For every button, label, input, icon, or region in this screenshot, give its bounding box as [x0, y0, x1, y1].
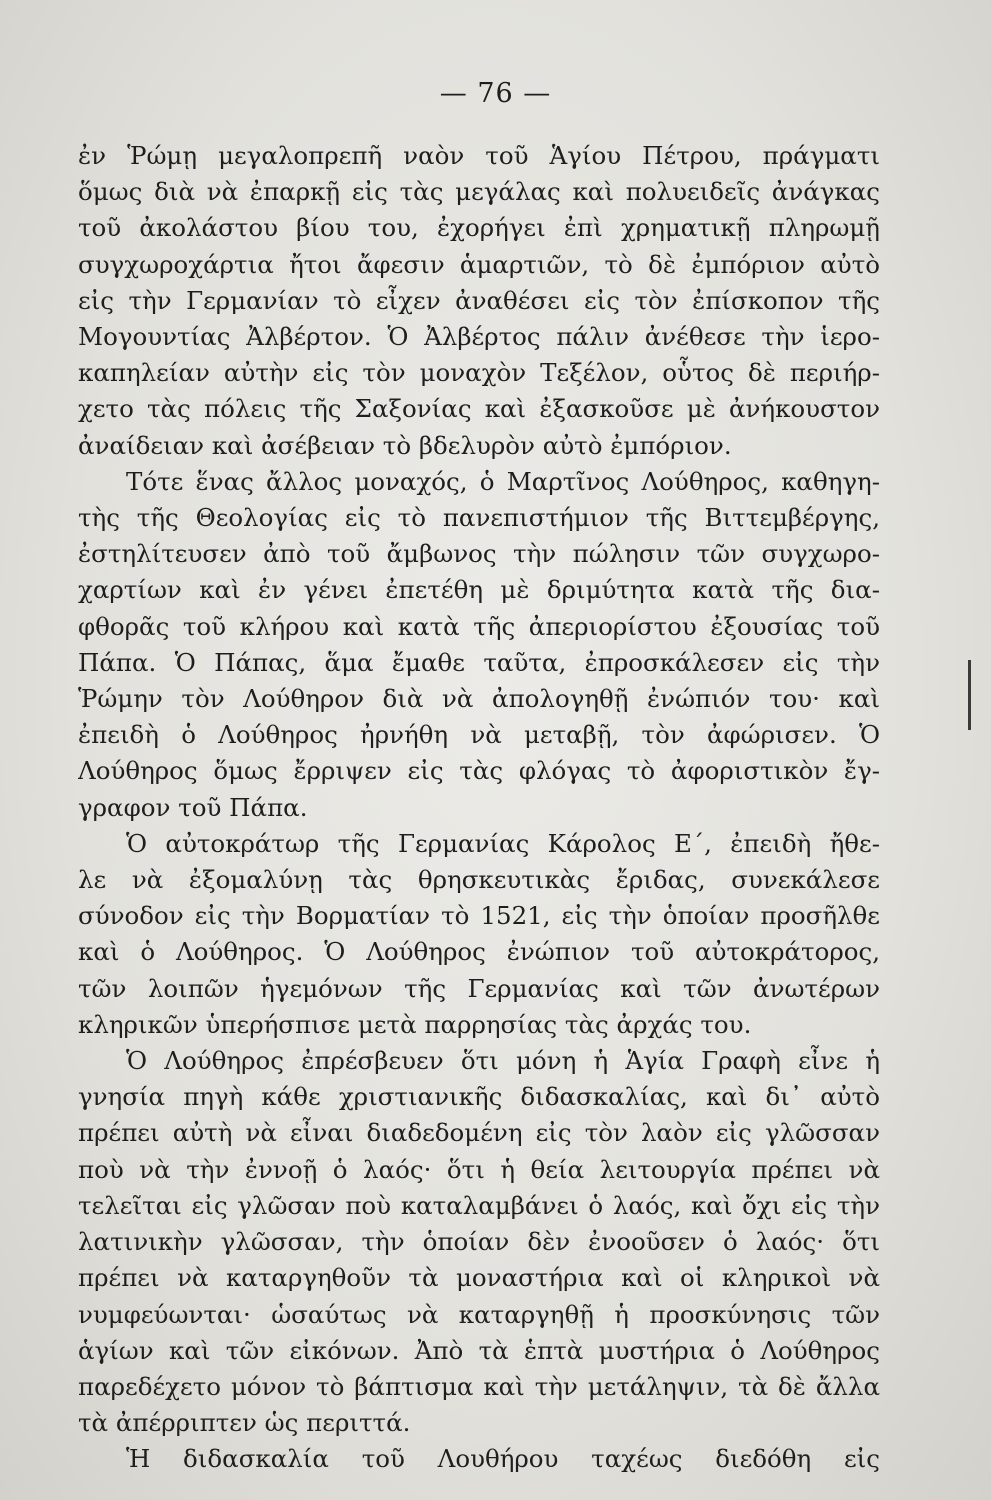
text-line: καὶ ὁ Λούθηρος. Ὁ Λούθηρος ἐνώπιον τοῦ αὐτοκράτορος,	[78, 937, 880, 967]
text-line: Ὁ Λούθηρος ἐπρέσβευεν ὅτι μόνη ἡ Ἁγία Γραφὴ εἶνε ἡ	[126, 1046, 880, 1076]
text-line: ὅμως διὰ νὰ ἐπαρκῇ εἰς τὰς μεγάλας καὶ πολυειδεῖς ἀνάγκας	[78, 177, 880, 207]
text-line: Τότε ἕνας ἄλλος μοναχός, ὁ Μαρτῖνος Λούθηρος, καθηγη-	[126, 466, 880, 496]
text-line: παρεδέχετο μόνον τὸ βάπτισμα καὶ τὴν μετάληψιν, τὰ δὲ ἄλλα	[78, 1371, 880, 1401]
text-line: λατινικὴν γλῶσσαν, τὴν ὁποίαν δὲν ἐνοοῦσεν ὁ λαός· ὅτι	[78, 1227, 880, 1257]
text-line: τῶν λοιπῶν ἡγεμόνων τῆς Γερμανίας καὶ τῶν ἀνωτέρων	[78, 973, 880, 1003]
text-line: ἐν Ῥώμῃ μεγαλοπρεπῆ ναὸν τοῦ Ἁγίου Πέτρου, πράγματι	[78, 141, 880, 170]
margin-binding-mark	[968, 660, 971, 730]
text-line: ἀναίδειαν καὶ ἀσέβειαν τὸ βδελυρὸν αὐτὸ ἐμπόριον.	[78, 430, 732, 460]
text-line: ἁγίων καὶ τῶν εἰκόνων. Ἀπὸ τὰ ἑπτὰ μυστήρια ὁ Λούθηρος	[78, 1335, 880, 1365]
text-line: χετο τὰς πόλεις τῆς Σαξονίας καὶ ἐξασκοῦσε μὲ ἀνήκουστον	[78, 394, 880, 424]
text-line: τὰ ἀπέρριπτεν ὡς περιττά.	[78, 1408, 411, 1438]
page-number: — 76 —	[439, 78, 552, 109]
text-line: πρέπει αὐτὴ νὰ εἶναι διαδεδομένη εἰς τὸν λαὸν εἰς γλῶσσαν	[78, 1118, 880, 1148]
text-line: Λούθηρος ὅμως ἔρριψεν εἰς τὰς φλόγας τὸ ἀφοριστικὸν ἔγ-	[78, 756, 880, 786]
text-line: τὴς τῆς Θεολογίας εἰς τὸ πανεπιστήμιον τῆς Βιττεμβέργης,	[78, 503, 880, 533]
text-line: Μογουντίας Ἀλβέρτον. Ὁ Ἀλβέρτος πάλιν ἀνέθεσε τὴν ἱερο-	[78, 322, 880, 352]
text-line: ποὺ νὰ τὴν ἐννοῇ ὁ λαός· ὅτι ἡ θεία λειτουργία πρέπει νὰ	[78, 1154, 880, 1184]
text-line: γνησία πηγὴ κάθε χριστιανικῆς διδασκαλίας, καὶ δι᾽ αὐτὸ	[78, 1082, 880, 1112]
text-line: πρέπει νὰ καταργηθοῦν τὰ μοναστήρια καὶ οἱ κληρικοὶ νὰ	[78, 1263, 880, 1293]
text-line: κληρικῶν ὑπερήσπισε μετὰ παρρησίας τὰς ἀρχάς του.	[78, 1009, 752, 1039]
text-line: φθορᾶς τοῦ κλήρου καὶ κατὰ τῆς ἀπεριορίστου ἐξουσίας τοῦ	[78, 611, 880, 641]
text-line: τοῦ ἀκολάστου βίου του, ἐχορήγει ἐπὶ χρηματικῇ πληρωμῇ	[78, 213, 880, 243]
text-line: Ὁ αὐτοκράτωρ τῆς Γερμανίας Κάρολος Ε΄, ἐπειδὴ ἤθε-	[126, 828, 880, 858]
text-line: τελεῖται εἰς γλῶσαν ποὺ καταλαμβάνει ὁ λαός, καὶ ὄχι εἰς τὴν	[78, 1190, 880, 1220]
text-lines	[78, 138, 880, 1478]
text-line: ἐστηλίτευσεν ἀπὸ τοῦ ἄμβωνος τὴν πώλησιν τῶν συγχωρο-	[78, 539, 880, 569]
text-line: νυμφεύωνται· ὡσαύτως νὰ καταργηθῇ ἡ προσκύνησις τῶν	[78, 1299, 880, 1329]
text-line: ἐπειδὴ ὁ Λούθηρος ἠρνήθη νὰ μεταβῇ, τὸν ἀφώρισεν. Ὁ	[78, 720, 880, 750]
body-text	[78, 138, 880, 1478]
text-line: σύνοδον εἰς τὴν Βορματίαν τὸ 1521, εἰς τὴν ὁποίαν προσῆλθε	[78, 901, 880, 931]
text-line: Ἡ διδασκαλία τοῦ Λουθήρου ταχέως διεδόθη εἰς	[126, 1444, 880, 1474]
text-line: συγχωροχάρτια ἤτοι ἄφεσιν ἁμαρτιῶν, τὸ δὲ ἐμπόριον αὐτὸ	[78, 249, 880, 279]
text-line: Πάπα. Ὁ Πάπας, ἅμα ἔμαθε ταῦτα, ἐπροσκάλεσεν εἰς τὴν	[78, 647, 880, 677]
text-line: Ῥώμην τὸν Λούθηρον διὰ νὰ ἀπολογηθῇ ἐνώπιόν του· καὶ	[78, 684, 880, 714]
text-line: χαρτίων καὶ ἐν γένει ἐπετέθη μὲ δριμύτητα κατὰ τῆς δια-	[78, 575, 880, 605]
text-line: γραφον τοῦ Πάπα.	[78, 792, 308, 822]
text-line: εἰς τὴν Γερμανίαν τὸ εἶχεν ἀναθέσει εἰς τὸν ἐπίσκοπον τῆς	[78, 285, 880, 315]
text-line: καπηλείαν αὐτὴν εἰς τὸν μοναχὸν Τεξέλον, οὗτος δὲ περιήρ-	[78, 358, 880, 388]
text-line: λε νὰ ἐξομαλύνῃ τὰς θρησκευτικὰς ἔριδας, συνεκάλεσε	[78, 865, 880, 895]
